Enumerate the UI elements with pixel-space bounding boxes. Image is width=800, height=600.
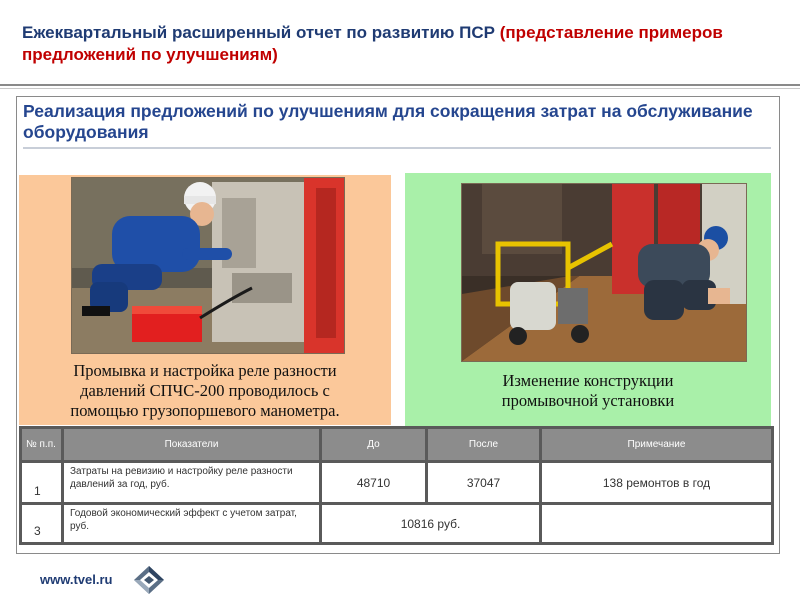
header-divider-thin	[0, 88, 800, 89]
slide-title-main: Ежеквартальный расширенный отчет по развитию ПСР	[22, 23, 496, 42]
heading-divider	[23, 147, 771, 149]
table-row	[21, 462, 773, 504]
table-header-row	[21, 428, 773, 462]
right-card	[405, 173, 771, 429]
right-caption-line: Изменение конструкции	[502, 371, 674, 390]
row-num: 3	[34, 524, 41, 538]
header-after: После	[427, 428, 541, 462]
table-row	[21, 504, 773, 544]
row-after: 37047	[427, 462, 541, 504]
row-num-cell	[21, 504, 63, 544]
row-num-cell	[21, 462, 63, 504]
row-note	[541, 504, 773, 544]
slide-title	[22, 22, 782, 66]
header-before: До	[321, 428, 427, 462]
tvel-logo-icon	[133, 565, 165, 595]
row-effect-value: 10816 руб.	[321, 504, 541, 544]
panel-heading: Реализация предложений по улучшениям для сокращения затрат на обслуживание оборудования	[23, 101, 753, 142]
left-caption-line: Промывка и настройка реле разности	[73, 361, 337, 380]
header-num: № п.п.	[21, 428, 63, 462]
header-divider	[0, 84, 800, 86]
row-indicator: Годовой экономический эффект с учетом затрат, руб.	[63, 504, 321, 544]
header-indicator: Показатели	[63, 428, 321, 462]
left-caption	[19, 361, 391, 421]
footer-website-link[interactable]: www.tvel.ru	[40, 572, 113, 587]
row-before: 48710	[321, 462, 427, 504]
row-indicator: Затраты на ревизию и настройку реле разности давлений за год, руб.	[63, 462, 321, 504]
left-card	[19, 175, 391, 425]
right-caption	[405, 371, 771, 411]
savings-table	[19, 426, 774, 545]
row-num: 1	[34, 484, 41, 498]
photo-washing-unit	[461, 183, 747, 362]
photo-worker-kneeling	[71, 177, 345, 354]
left-caption-line: давлений СПЧС-200 проводилось с	[80, 381, 330, 400]
slide-title-accent: (представление примеров предложений по улучшениям)	[22, 23, 723, 64]
row-note: 138 ремонтов в год	[541, 462, 773, 504]
header-note: Примечание	[541, 428, 773, 462]
content-panel	[16, 96, 780, 554]
right-caption-line: промывочной установки	[501, 391, 675, 410]
left-caption-line: помощью грузопоршевого манометра.	[70, 401, 340, 420]
